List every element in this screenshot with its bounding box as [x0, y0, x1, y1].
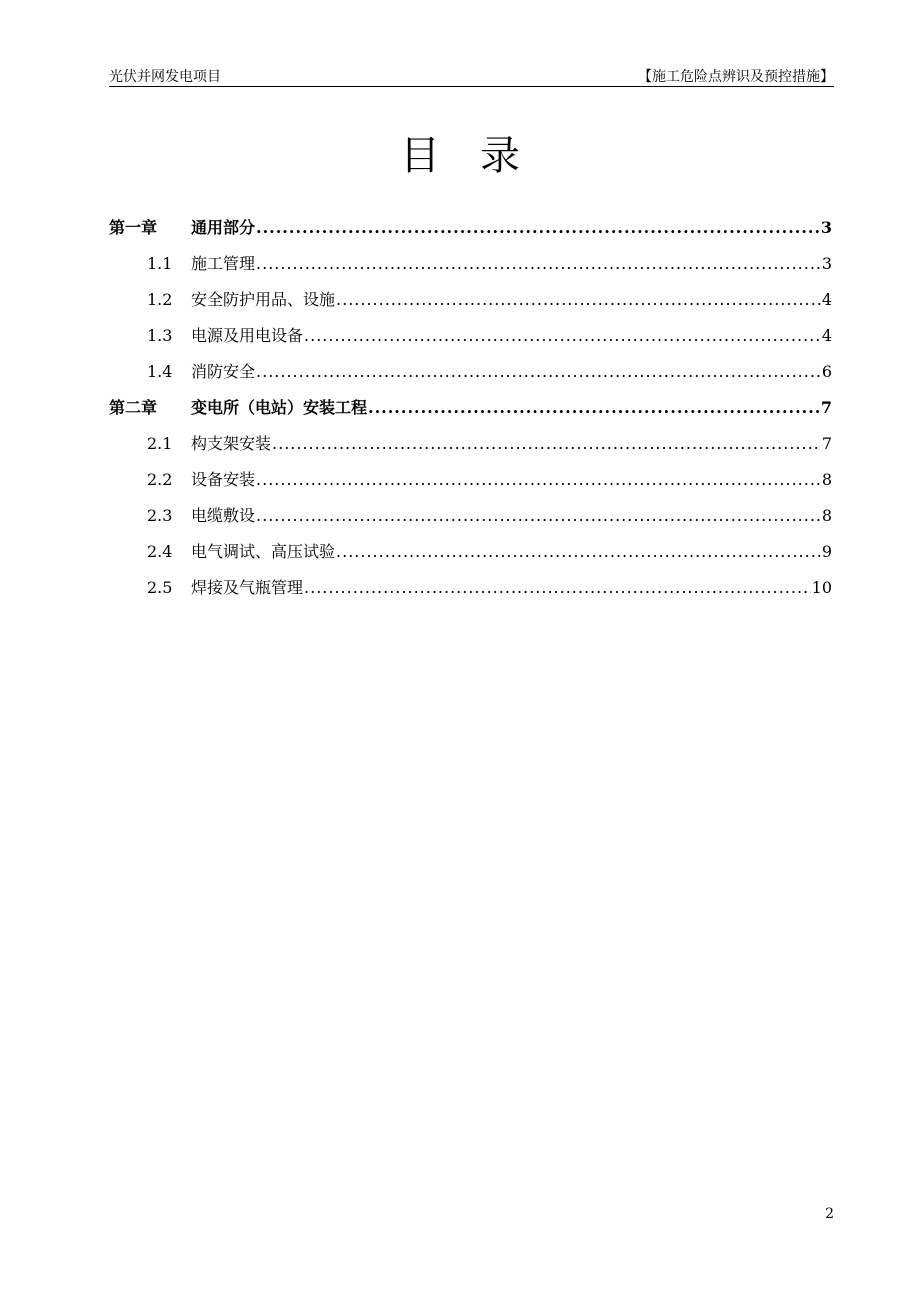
toc-entry-label: 焊接及气瓶管理 — [191, 578, 304, 597]
toc-leader-dots — [336, 285, 821, 315]
toc-leader-dots — [256, 357, 821, 387]
page-header — [109, 64, 834, 87]
toc-entry-page: 3 — [821, 254, 832, 273]
toc-entry-label: 设备安装 — [191, 470, 256, 489]
toc-entry-number: 1.3 — [147, 326, 173, 345]
toc-entry-page: 4 — [821, 290, 832, 309]
toc-entry-section-1-1[interactable] — [109, 249, 832, 285]
toc-entry-label: 通用部分 — [191, 218, 256, 237]
toc-entry-page: 8 — [821, 470, 832, 489]
toc-entry-page: 10 — [811, 578, 832, 597]
toc-entry-label: 施工管理 — [191, 254, 256, 273]
toc-entry-number: 第二章 — [109, 398, 158, 417]
toc-leader-dots — [368, 393, 820, 423]
toc-entry-number: 2.1 — [147, 434, 173, 453]
toc-entry-section-1-3[interactable] — [109, 321, 832, 357]
toc-leader-dots — [256, 465, 821, 495]
toc-entry-page: 7 — [820, 398, 832, 417]
title-char-1: 目 — [400, 133, 440, 179]
toc-leader-dots — [256, 213, 820, 243]
toc-entry-label: 消防安全 — [191, 362, 256, 381]
toc-entry-section-2-1[interactable] — [109, 429, 832, 465]
toc-entry-chapter-1[interactable] — [109, 213, 832, 249]
toc-entry-page: 9 — [821, 542, 832, 561]
toc-entry-number: 1.2 — [147, 290, 173, 309]
toc-leader-dots — [256, 249, 821, 279]
toc-entry-number: 第一章 — [109, 218, 158, 237]
toc-entry-section-2-4[interactable] — [109, 537, 832, 573]
toc-entry-label: 电源及用电设备 — [191, 326, 304, 345]
toc-entry-section-1-2[interactable] — [109, 285, 832, 321]
toc-leader-dots — [256, 501, 821, 531]
table-of-contents — [109, 213, 832, 609]
toc-entry-number: 2.3 — [147, 506, 173, 525]
toc-entry-number: 2.4 — [147, 542, 173, 561]
toc-entry-section-2-2[interactable] — [109, 465, 832, 501]
header-project-name: 光伏并网发电项目 — [109, 69, 221, 85]
toc-entry-section-1-4[interactable] — [109, 357, 832, 393]
toc-entry-page: 4 — [821, 326, 832, 345]
toc-leader-dots — [304, 573, 811, 603]
toc-leader-dots — [272, 429, 821, 459]
page-number: 2 — [825, 1206, 834, 1222]
toc-leader-dots — [336, 537, 821, 567]
title-char-2: 录 — [480, 133, 520, 179]
toc-entry-label: 安全防护用品、设施 — [191, 290, 336, 309]
toc-entry-section-2-3[interactable] — [109, 501, 832, 537]
header-document-title: 【施工危险点辨识及预控措施】 — [638, 69, 834, 85]
toc-entry-label: 构支架安装 — [191, 434, 272, 453]
toc-entry-page: 3 — [820, 218, 832, 237]
toc-entry-number: 1.1 — [147, 254, 173, 273]
toc-entry-page: 6 — [821, 362, 832, 381]
toc-entry-label: 电气调试、高压试验 — [191, 542, 336, 561]
toc-entry-number: 1.4 — [147, 362, 173, 381]
toc-entry-page: 7 — [821, 434, 832, 453]
toc-entry-number: 2.5 — [147, 578, 173, 597]
toc-entry-page: 8 — [821, 506, 832, 525]
toc-leader-dots — [304, 321, 821, 351]
page-title — [0, 130, 920, 182]
toc-entry-section-2-5[interactable] — [109, 573, 832, 609]
toc-entry-label: 电缆敷设 — [191, 506, 256, 525]
toc-entry-label: 变电所（电站）安装工程 — [191, 398, 368, 417]
toc-entry-number: 2.2 — [147, 470, 173, 489]
toc-entry-chapter-2[interactable] — [109, 393, 832, 429]
